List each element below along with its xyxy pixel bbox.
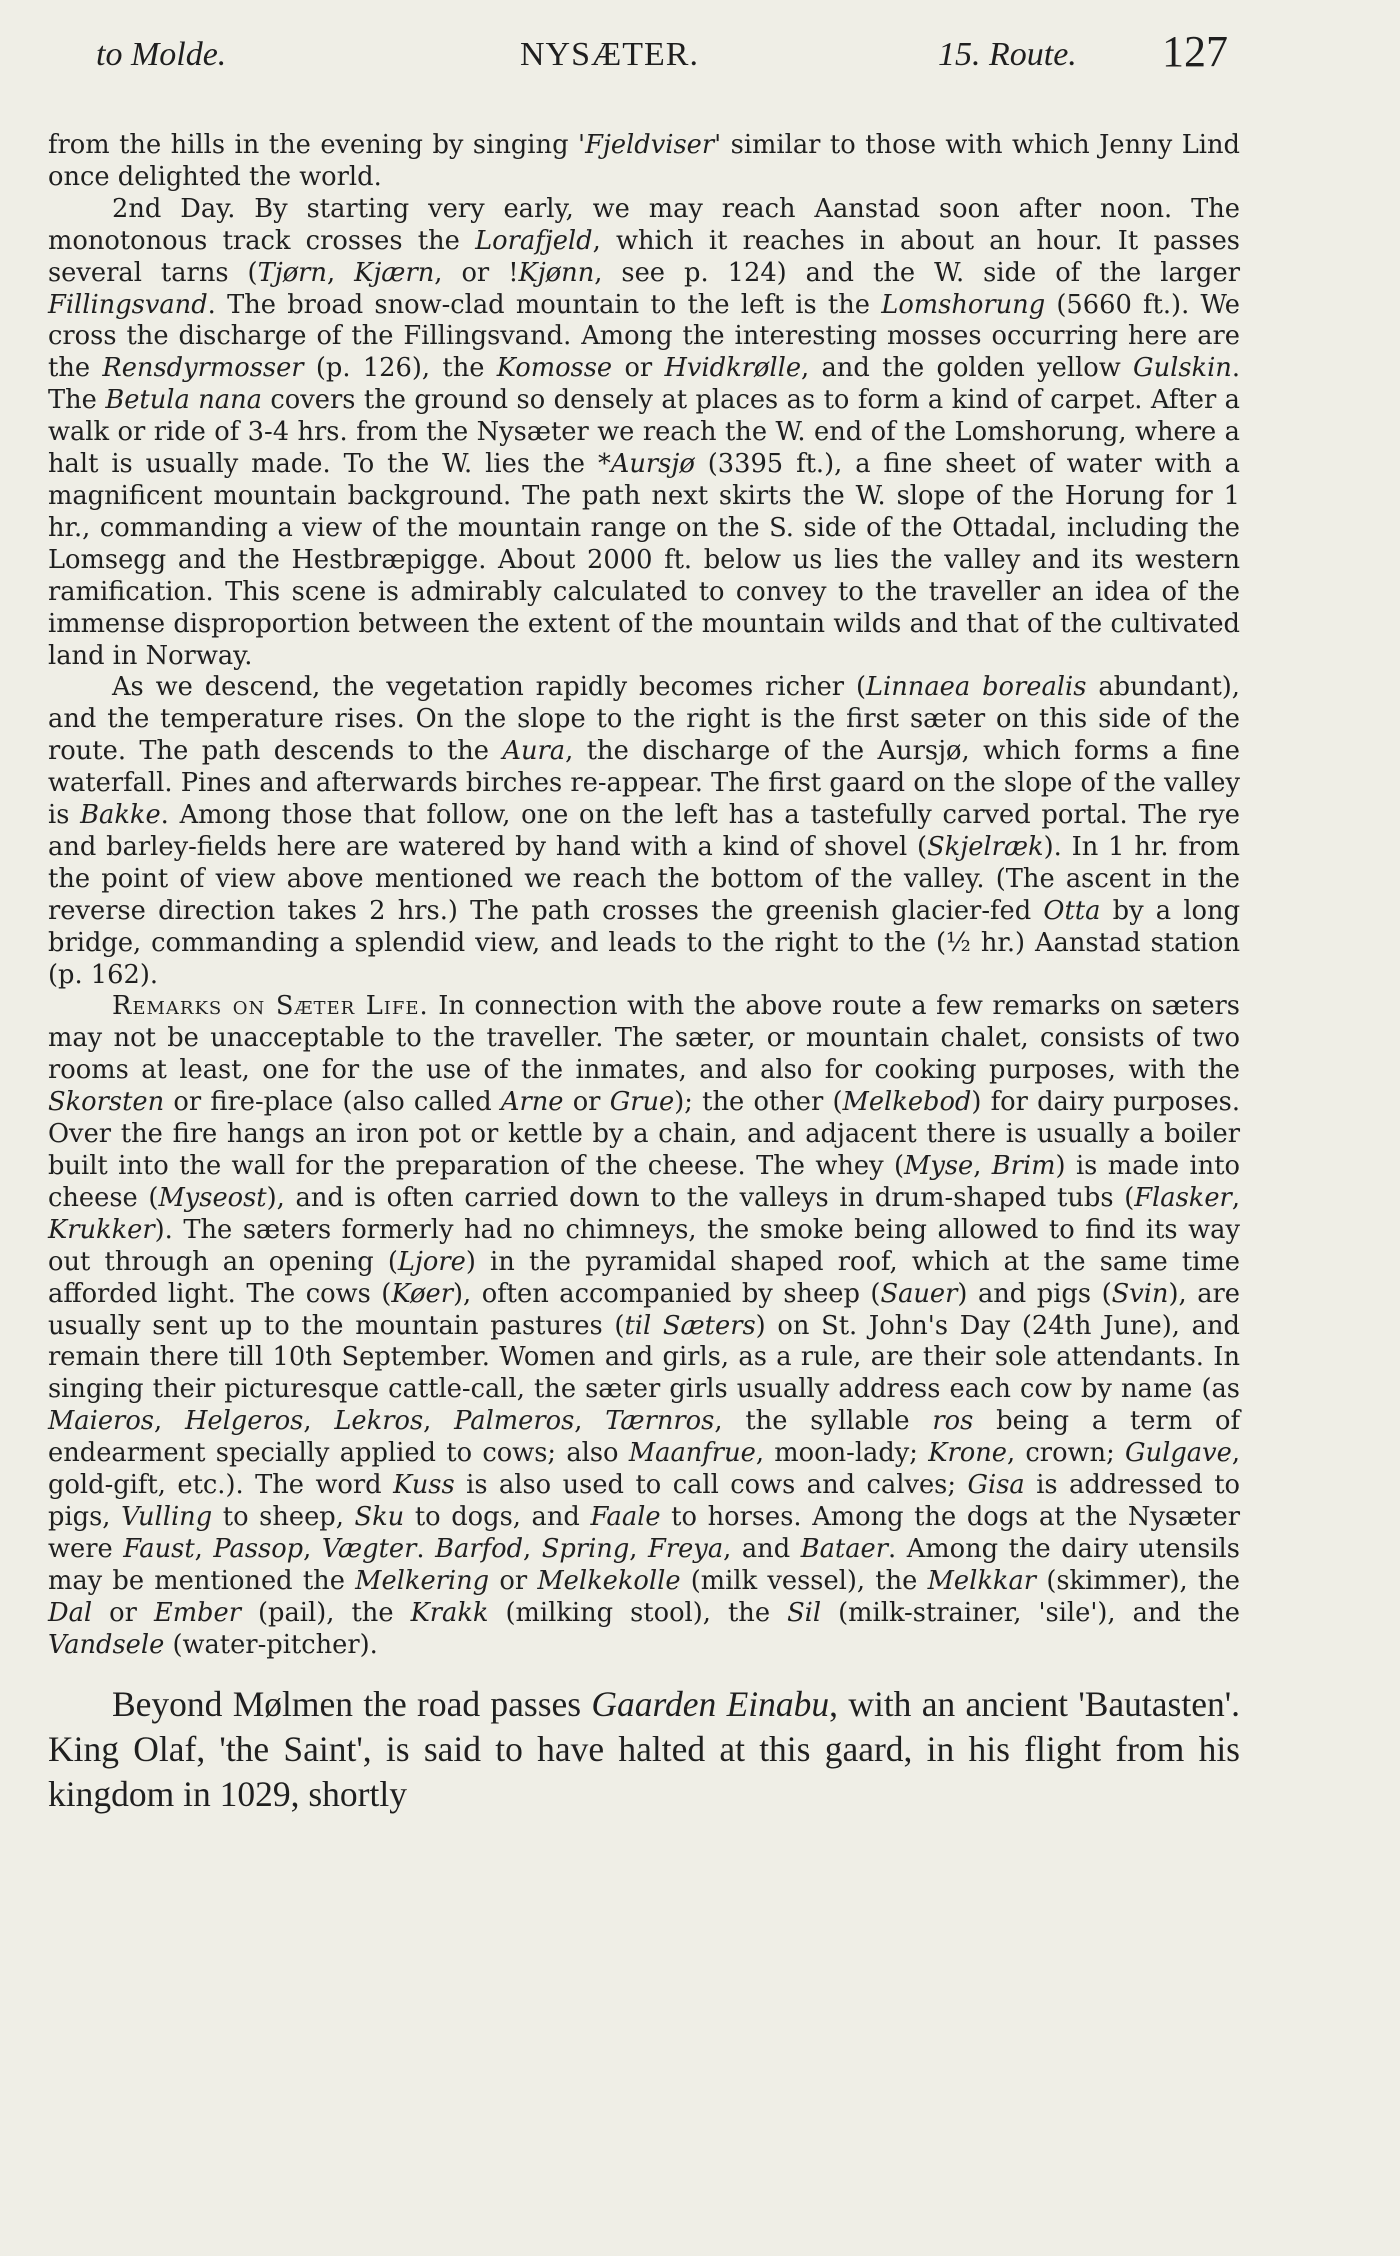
italic-term: Gisa bbox=[967, 1470, 1025, 1501]
running-header bbox=[48, 24, 1240, 86]
text-run: . Among the dairy utensils may be mentioned the bbox=[48, 1533, 1240, 1596]
italic-term: Krone bbox=[928, 1438, 1007, 1469]
text-run: (p. 126), the bbox=[303, 353, 497, 384]
italic-term: Arne bbox=[500, 1087, 564, 1118]
text-run: ) in the pyramidal shaped roof, which at the same time afforded light. The cows ( bbox=[48, 1246, 1241, 1309]
italic-term: Linnaea borealis bbox=[865, 672, 1087, 703]
italic-term: Vandsele bbox=[48, 1629, 165, 1660]
text-run: (skimmer), the bbox=[1036, 1565, 1240, 1596]
text-run: , bbox=[1231, 1182, 1240, 1213]
italic-term: Betula nana bbox=[105, 385, 262, 416]
text-run: , bbox=[194, 1533, 214, 1564]
text-run: , bbox=[326, 257, 355, 288]
italic-term: Flasker bbox=[1134, 1182, 1232, 1213]
text-run: 2nd Day. By starting very early, we may reach Aanstad soon after noon. The monotonous track crosses the bbox=[48, 193, 1240, 256]
text-run: from the hills in the evening by singing ' bbox=[48, 130, 586, 160]
paragraph bbox=[48, 991, 1240, 1661]
header-title: NYSÆTER. bbox=[520, 36, 699, 73]
text-run: , bbox=[423, 1406, 455, 1437]
text-run: , and bbox=[723, 1533, 801, 1564]
text-run: ) is made into cheese ( bbox=[48, 1151, 1240, 1213]
italic-term: Ljore bbox=[397, 1246, 466, 1277]
header-left-text: to Molde. bbox=[96, 36, 227, 73]
italic-term: Faale bbox=[590, 1501, 661, 1532]
italic-term: Spring bbox=[541, 1533, 630, 1564]
text-run: , bbox=[303, 1533, 322, 1564]
text-run: , or ! bbox=[434, 257, 519, 288]
italic-term: Lorafjeld bbox=[475, 225, 593, 256]
italic-term: til Sæters bbox=[624, 1310, 756, 1341]
text-run: abundant), and the temperature rises. On the slope to the right is the first sæter on this side of the route. The path descends to the bbox=[48, 672, 1240, 767]
text-run: In connection with the above route a few remarks on sæters may not be unacceptable to the traveller. The sæter, or mountain chalet, consists of two rooms at least, one for the use of the inmates, and also for cooking purposes, with the bbox=[48, 991, 1240, 1086]
text-run: ' similar to those with which Jenny Lind once delighted the world. bbox=[48, 130, 1240, 192]
italic-term: Fillingsvand bbox=[48, 289, 208, 320]
italic-term: Aura bbox=[502, 736, 566, 767]
text-run: ), often accompanied by sheep ( bbox=[453, 1278, 881, 1309]
paragraph bbox=[48, 672, 1240, 991]
text-run: (milking stool), the bbox=[488, 1597, 788, 1628]
text-run: (3395 ft.), a fine sheet of water with a magnificent mountain background. The path next skirts the W. slope of the Horung for 1 hr., commanding a view of the mountain range on the S. side of the Ottadal, including the Lomsegg and the Hestbræpigge. About 2000 ft. below us lies the valley and its western ramification. This scene is admirably calculated to convey to the traveller an idea of the immense disproportion between the extent of the mountain wilds and that of the cultivated land in Norway. bbox=[48, 449, 1240, 671]
text-run: to dogs, and bbox=[404, 1501, 591, 1532]
text-run: (5660 ft.). We cross the discharge of the Fillingsvand. Among the interesting mosses occurring here are the bbox=[48, 289, 1240, 384]
text-run: Beyond Mølmen the road passes bbox=[112, 1683, 592, 1724]
text-run: by a long bridge, commanding a splendid view, and leads to the right to the (½ hr.) Aanstad station (p. 162). bbox=[48, 895, 1241, 990]
text-run: , the discharge of the Aursjø, which forms a fine waterfall. Pines and afterwards birches re-appear. The first gaard on the slope of the valley is bbox=[48, 736, 1240, 831]
text-run: As we descend, the vegetation rapidly becomes richer ( bbox=[112, 672, 866, 703]
italic-term: Svin bbox=[1111, 1278, 1169, 1309]
italic-term: ros bbox=[932, 1406, 974, 1437]
italic-term: Faust bbox=[123, 1533, 195, 1564]
text-run: covers the ground so densely at places as to form a kind of carpet. After a walk or ride of 3-4 hrs. from the Nysæter we reach the W. end of the Lomshorung, where a halt is usually made. To the W. lies the * bbox=[48, 385, 1240, 480]
large-paragraph bbox=[48, 1682, 1240, 1817]
italic-term: Tærnros bbox=[605, 1406, 715, 1437]
italic-term: Skjelræk bbox=[927, 831, 1044, 862]
italic-term: Bakke bbox=[80, 800, 161, 831]
text-run: , crown; bbox=[1006, 1438, 1126, 1469]
text-run: . The bbox=[48, 353, 1241, 416]
text-run: ). The sæters formerly had no chimneys, the smoke being allowed to find its way out through an opening ( bbox=[48, 1214, 1240, 1277]
italic-term: Passop bbox=[213, 1533, 304, 1564]
italic-term: Skorsten bbox=[48, 1087, 165, 1118]
italic-term: Kjærn bbox=[354, 257, 435, 288]
text-run: or bbox=[612, 353, 665, 384]
italic-term: Gulskin bbox=[1133, 353, 1232, 384]
text-run: ) on St. John's Day (24th June), and remain there till 10th September. Women and girls, as a rule, are their sole attendants. In singing their picturesque cattle-call, the sæter girls usually address each cow by name (as bbox=[48, 1310, 1240, 1405]
italic-term: Palmeros bbox=[454, 1406, 575, 1437]
italic-term: Brim bbox=[991, 1151, 1056, 1181]
italic-term: Vægter bbox=[321, 1533, 417, 1564]
header-route: 15. Route. bbox=[938, 36, 1077, 73]
text-run: being a term of endearment specially applied to cows; also bbox=[48, 1406, 1240, 1469]
text-run: or bbox=[92, 1597, 154, 1628]
text-run: , with an ancient 'Bautasten'. King Olaf, 'the Saint', is said to have halted at this gaard, in his flight from his kingdom in 1029, shortly bbox=[48, 1683, 1240, 1814]
italic-term: Rensdyrmosser bbox=[102, 353, 304, 384]
text-run: , moon-lady; bbox=[755, 1438, 929, 1469]
italic-term: Melkekolle bbox=[537, 1565, 681, 1596]
italic-term: Otta bbox=[1043, 895, 1101, 926]
text-run: (milk vessel), the bbox=[680, 1565, 928, 1596]
paragraph bbox=[48, 130, 1240, 194]
text-run: , see p. 124) and the W. side of the larger bbox=[594, 257, 1240, 288]
italic-term: Tjørn bbox=[257, 257, 327, 288]
italic-term: Gaarden Einabu bbox=[591, 1683, 830, 1724]
text-run: ) for dairy purposes. Over the fire hangs an iron pot or kettle by a chain, and adjacent there is usually a boiler built into the wall for the preparation of the cheese. The whey ( bbox=[48, 1087, 1241, 1181]
text-run: , bbox=[523, 1533, 542, 1564]
page-number: 127 bbox=[1162, 27, 1228, 76]
italic-term: Myseost bbox=[158, 1182, 267, 1213]
text-run: (water-pitcher). bbox=[164, 1629, 378, 1660]
text-run: ) and pigs ( bbox=[957, 1278, 1112, 1309]
text-run: . bbox=[416, 1533, 436, 1564]
text-run: , bbox=[574, 1406, 606, 1437]
text-run: (milk-strainer, 'sile'), and the bbox=[821, 1597, 1240, 1628]
italic-term: Barfod bbox=[435, 1533, 524, 1564]
text-run: , bbox=[153, 1406, 185, 1437]
italic-term: Gulgave bbox=[1125, 1438, 1232, 1469]
text-run: , which it reaches in about an hour. It passes several tarns ( bbox=[48, 225, 1240, 288]
body-text bbox=[48, 130, 1240, 1662]
italic-term: Lekros bbox=[334, 1406, 424, 1437]
italic-term: Myse bbox=[904, 1151, 974, 1181]
italic-term: Kuss bbox=[393, 1470, 455, 1501]
italic-term: Dal bbox=[48, 1597, 93, 1628]
text-run: or fire-place (also called bbox=[164, 1087, 501, 1118]
italic-term: Sku bbox=[354, 1501, 405, 1532]
italic-term: Krukker bbox=[48, 1214, 155, 1245]
italic-term: Bataer bbox=[800, 1533, 889, 1564]
italic-term: Freya bbox=[648, 1533, 724, 1564]
italic-term: Helgeros bbox=[184, 1406, 304, 1437]
text-run: , bbox=[303, 1406, 335, 1437]
book-page bbox=[48, 24, 1240, 1817]
italic-term: Melkebod bbox=[842, 1087, 972, 1118]
italic-term: Ember bbox=[153, 1597, 241, 1628]
text-run: (pail), the bbox=[241, 1597, 411, 1628]
text-run: ), are usually sent up to the mountain pastures ( bbox=[48, 1278, 1240, 1341]
text-run: , gold-gift, etc.). The word bbox=[48, 1438, 1240, 1501]
italic-term: Maieros bbox=[48, 1406, 154, 1437]
italic-term: Krakk bbox=[410, 1597, 489, 1628]
italic-term: Grue bbox=[609, 1087, 675, 1118]
italic-term: Hvidkrølle bbox=[664, 353, 802, 384]
italic-term: Sauer bbox=[880, 1278, 958, 1309]
italic-term: Komosse bbox=[496, 353, 613, 384]
text-run: ). In 1 hr. from the point of view above mentioned we reach the bottom of the valley. (The ascent in the reverse direction takes 2 hrs.) The path crosses the greenish glacier-fed bbox=[48, 831, 1240, 926]
italic-term: Melkering bbox=[355, 1565, 490, 1596]
text-run: is also used to call cows and calves; bbox=[454, 1470, 968, 1501]
italic-term: Maanfrue bbox=[628, 1438, 756, 1469]
italic-term: Lomshorung bbox=[881, 289, 1046, 320]
text-run: , bbox=[973, 1151, 992, 1181]
italic-term: Vulling bbox=[121, 1501, 213, 1532]
text-run: is addressed to pigs, bbox=[48, 1470, 1241, 1532]
italic-term: Sil bbox=[787, 1597, 822, 1628]
text-run: or bbox=[489, 1565, 538, 1596]
section-heading: Remarks on Sæter Life. bbox=[112, 991, 429, 1022]
text-run: , bbox=[629, 1533, 648, 1564]
text-run: ); the other ( bbox=[674, 1087, 843, 1118]
text-run: , the syllable bbox=[714, 1406, 933, 1437]
text-run: , and the golden yellow bbox=[801, 353, 1134, 384]
italic-term: Køer bbox=[391, 1278, 453, 1309]
italic-term: Kjønn bbox=[518, 257, 595, 288]
text-run: or bbox=[563, 1087, 610, 1118]
text-run: . Among those that follow, one on the left has a tastefully carved portal. The rye and barley-fields here are watered by hand with a kind of shovel ( bbox=[48, 800, 1240, 862]
paragraph bbox=[48, 194, 1240, 673]
text-run: . The broad snow-clad mountain to the left is the bbox=[207, 289, 882, 320]
text-run: ), and is often carried down to the valleys in drum-shaped tubs ( bbox=[266, 1182, 1135, 1213]
italic-term: Aursjø bbox=[610, 449, 695, 480]
italic-term: Fjeldviser bbox=[585, 130, 715, 160]
text-run: to horses. Among the dogs at the Nysæter were bbox=[48, 1501, 1241, 1564]
italic-term: Melkkar bbox=[927, 1565, 1037, 1596]
text-run: to sheep, bbox=[212, 1501, 355, 1532]
